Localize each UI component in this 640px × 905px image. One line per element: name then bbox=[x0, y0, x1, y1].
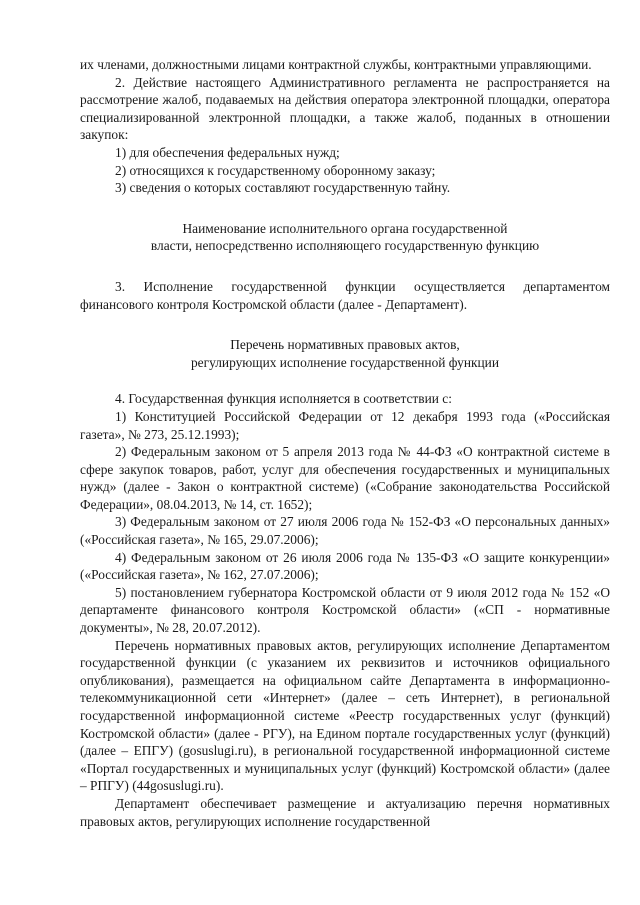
list-item: 3) сведения о которых составляют государственную тайну. bbox=[115, 180, 451, 196]
document-page bbox=[80, 56, 610, 830]
paragraph-6: Департамент обеспечивает размещение и актуализацию перечня нормативных правовых актов, регулирующих исполнение государственной bbox=[80, 795, 610, 829]
paragraph-2: 2. Действие настоящего Административного регламента не распространяется на рассмотрение жалоб, подаваемых на действия оператора электронной площадки, оператора специализированной электронной площадки, а также жалоб, поданных в отношении закупок: bbox=[80, 74, 610, 143]
list-item: 4) Федеральным законом от 26 июля 2006 года № 135-ФЗ «О защите конкуренции» («Российская газета», № 162, 27.07.2006); bbox=[80, 549, 610, 583]
list-item: 2) относящихся к государственному оборонному заказу; bbox=[115, 162, 436, 178]
paragraph-4: 4. Государственная функция исполняется в соответствии с: bbox=[115, 391, 452, 407]
list-item: 1) Конституцией Российской Федерации от 12 декабря 1993 года («Российская газета», № 273, 25.12.1993); bbox=[80, 408, 610, 442]
section-heading-line: регулирующих исполнение государственной функции bbox=[190, 354, 500, 370]
list-item: 2) Федеральным законом от 5 апреля 2013 года № 44-ФЗ «О контрактной системе в сфере закупок товаров, работ, услуг для обеспечения государственных и муниципальных нужд» (далее - Закон о контрактной системе) («Собрание законодательства Российской Федерации», 08.04.2013, № 14, ст. 1652); bbox=[80, 444, 610, 512]
section-heading-line: власти, непосредственно исполняющего государственную функцию bbox=[150, 238, 540, 254]
section-heading-line: Наименование исполнительного органа государственной bbox=[182, 220, 508, 236]
list-item: 5) постановлением губернатора Костромской области от 9 июля 2012 года № 152 «О департаменте финансового контроля Костромской области» («СП - нормативные документы», № 28, 20.07.2012). bbox=[80, 584, 610, 636]
intro-paragraph: их членами, должностными лицами контрактной службы, контрактными управляющими. bbox=[80, 57, 592, 72]
section-heading-line: Перечень нормативных правовых актов, bbox=[230, 337, 460, 353]
list-item: 1) для обеспечения федеральных нужд; bbox=[115, 144, 340, 160]
paragraph-3: 3. Исполнение государственной функции осуществляется департаментом финансового контроля Костромской области (далее - Департамент). bbox=[80, 278, 610, 312]
list-item: 3) Федеральным законом от 27 июля 2006 года № 152-ФЗ «О персональных данных» («Российская газета», № 165, 29.07.2006); bbox=[80, 514, 610, 548]
paragraph-5: Перечень нормативных правовых актов, регулирующих исполнение Департаментом государственной функции (с указанием их реквизитов и источников официального опубликования), размещается на официальном сайте Департамента в информационно-телекоммуникационной сети «Интернет» (далее – сеть Интернет), в региональной государственной информационной системе «Реестр государственных услуг (функций) Костромской области» (далее - РГУ), на Едином портале государственных услуг (функций) (далее – ЕПГУ) (gosuslugi.ru), в региональной государственной информационной системе «Портал государственных и муниципальных услуг (функций) Костромской области» (далее – РПГУ) (44gosuslugi.ru). bbox=[80, 637, 610, 794]
